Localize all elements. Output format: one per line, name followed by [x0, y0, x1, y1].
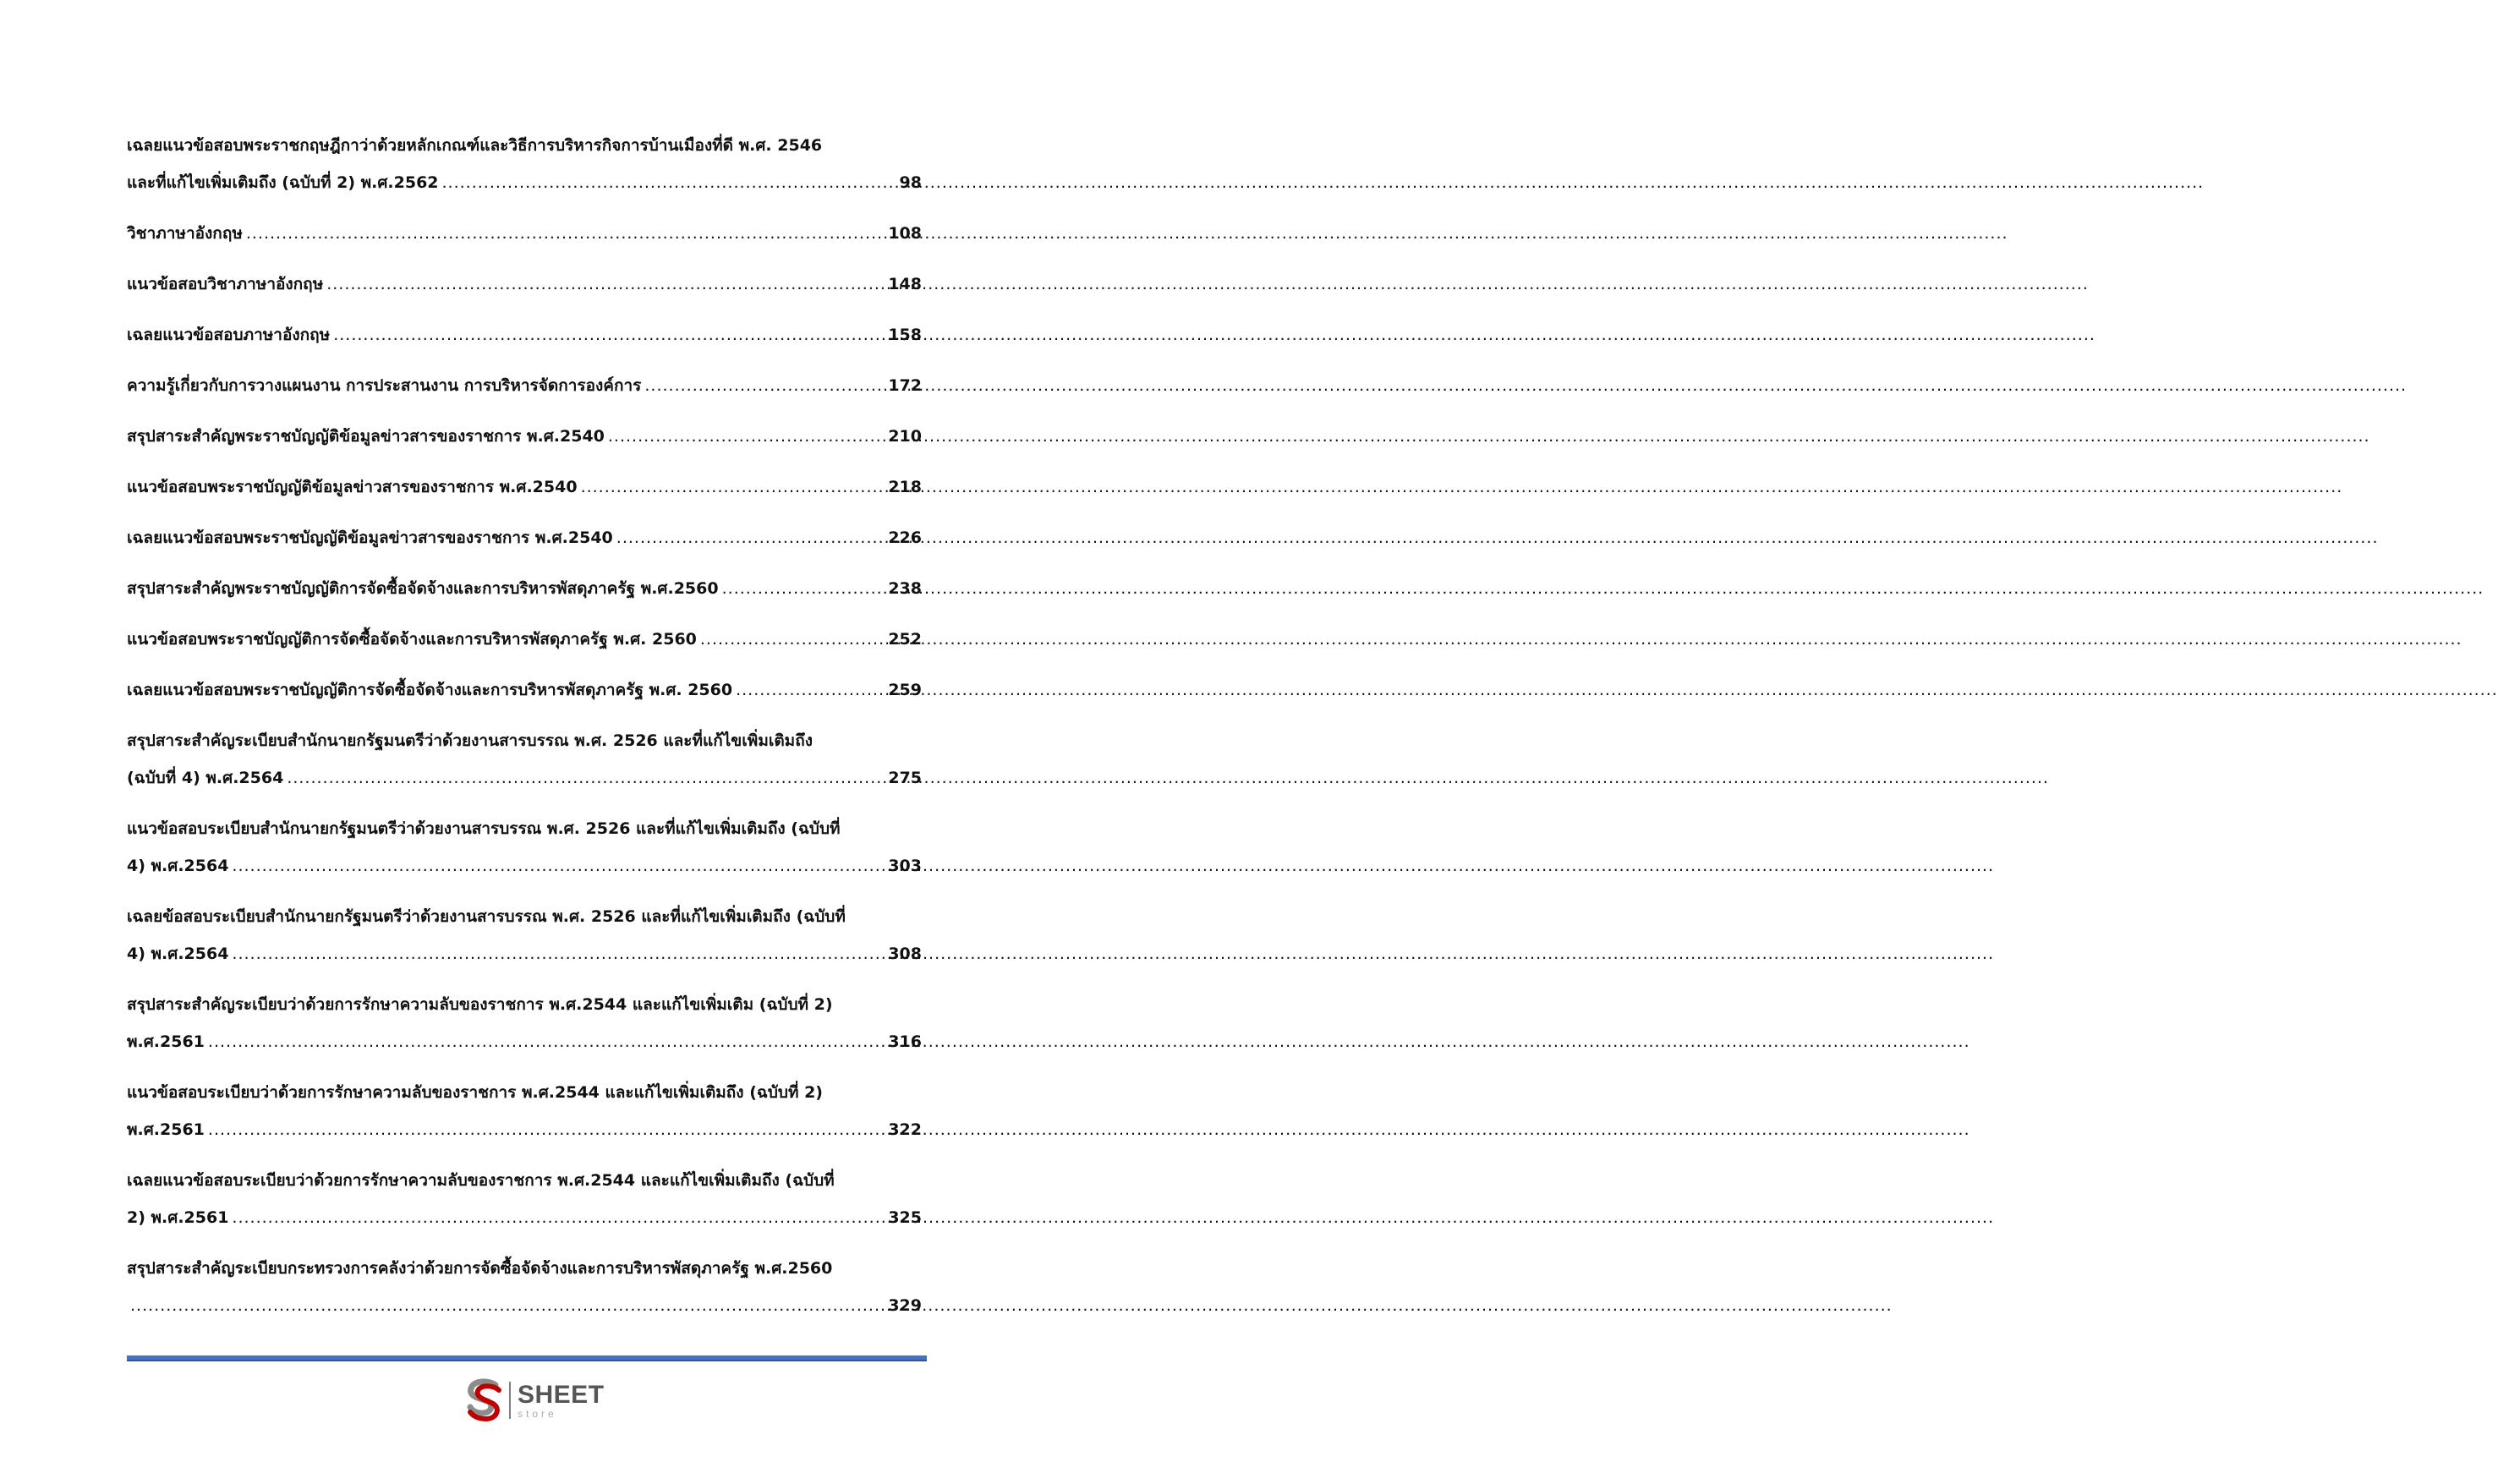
dot-leader	[578, 468, 889, 506]
toc-entry[interactable]	[127, 570, 922, 607]
toc-entry-title-line-1: เฉลยแนวข้อสอบระเบียบว่าด้วยการรักษาความลับของราชการ พ.ศ.2544 และแก้ไขเพิ่มเติมถึง (ฉบับที่	[127, 1171, 835, 1190]
toc-entry-title-line-1: แนวข้อสอบระเบียบว่าด้วยการรักษาความลับของราชการ พ.ศ.2544 และแก้ไขเพิ่มเติมถึง (ฉบับที่ 2)	[127, 1083, 823, 1102]
toc-entry[interactable]	[127, 367, 922, 404]
dot-leader	[127, 1287, 888, 1324]
dot-leader	[205, 1023, 888, 1060]
logo-subtext: store	[518, 1407, 557, 1420]
toc-entry-title-line-1: สรุปสาระสำคัญระเบียบว่าด้วยการรักษาความลับของราชการ พ.ศ.2544 และแก้ไขเพิ่มเติม (ฉบับที่ 2)	[127, 995, 833, 1014]
table-of-contents	[127, 127, 922, 1338]
toc-page-number: 98	[899, 173, 922, 192]
toc-entry-title-line-1: แนวข้อสอบระเบียบสำนักนายกรัฐมนตรีว่าด้วยงานสารบรรณ พ.ศ. 2526 และที่แก้ไขเพิ่มเติมถึง (ฉบับที่	[127, 819, 841, 838]
toc-page-number: 303	[888, 857, 922, 875]
toc-page-number: 238	[888, 579, 922, 598]
dot-leader	[605, 418, 888, 455]
toc-entry[interactable]	[127, 519, 922, 556]
toc-page-number: 329	[888, 1296, 922, 1315]
toc-entry-title: สรุปสาระสำคัญพระราชบัญญัติข้อมูลข่าวสารของราชการ พ.ศ.2540	[127, 427, 605, 446]
toc-page-number: 172	[888, 376, 922, 395]
toc-entry[interactable]	[127, 722, 922, 797]
dot-leader	[228, 847, 888, 884]
toc-entry[interactable]	[127, 1250, 922, 1324]
toc-entry[interactable]	[127, 810, 922, 884]
toc-entry-title-line-2: (ฉบับที่ 4) พ.ศ.2564	[127, 769, 284, 787]
toc-entry[interactable]	[127, 127, 922, 201]
toc-page-number: 158	[888, 326, 922, 344]
dot-leader	[330, 316, 888, 353]
logo-divider	[509, 1382, 511, 1419]
toc-entry-title-line-2: 4) พ.ศ.2564	[127, 945, 229, 963]
dot-leader	[641, 367, 888, 404]
toc-page-number: 226	[888, 528, 922, 547]
toc-page-number: 218	[888, 478, 922, 496]
toc-entry-title: แนวข้อสอบพระราชบัญญัติข้อมูลข่าวสารของราชการ พ.ศ.2540	[127, 478, 578, 496]
toc-page-number: 325	[888, 1208, 922, 1227]
dot-leader	[228, 935, 888, 972]
toc-page-number: 108	[888, 224, 922, 243]
toc-entry[interactable]	[127, 418, 922, 455]
toc-entry-title-line-1: เฉลยข้อสอบระเบียบสำนักนายกรัฐมนตรีว่าด้วยงานสารบรรณ พ.ศ. 2526 และที่แก้ไขเพิ่มเติมถึง (ฉบับที่	[127, 907, 846, 926]
dot-leader	[732, 671, 888, 709]
dot-leader	[283, 759, 888, 797]
toc-page-number: 322	[888, 1120, 922, 1139]
dot-leader	[205, 1111, 888, 1148]
logo-wordmark: SHEET	[518, 1380, 605, 1409]
toc-entry-title: วิชาภาษาอังกฤษ	[127, 224, 243, 243]
dot-leader	[439, 164, 900, 201]
toc-entry-title: เฉลยแนวข้อสอบภาษาอังกฤษ	[127, 326, 331, 344]
toc-entry-title: ความรู้เกี่ยวกับการวางแผนงาน การประสานงาน การบริหารจัดการองค์การ	[127, 376, 642, 395]
toc-entry-title: เฉลยแนวข้อสอบพระราชบัญญัติข้อมูลข่าวสารของราชการ พ.ศ.2540	[127, 528, 613, 547]
toc-entry-title-line-2: 2) พ.ศ.2561	[127, 1208, 229, 1227]
toc-entry-title-line-1: สรุปสาระสำคัญระเบียบสำนักนายกรัฐมนตรีว่าด้วยงานสารบรรณ พ.ศ. 2526 และที่แก้ไขเพิ่มเติมถึง	[127, 731, 813, 750]
toc-entry[interactable]	[127, 621, 922, 658]
toc-page-number: 252	[888, 630, 922, 649]
dot-leader	[228, 1199, 888, 1236]
toc-entry[interactable]	[127, 468, 922, 506]
footer-divider	[127, 1355, 927, 1361]
dot-leader	[243, 215, 888, 252]
dot-leader	[613, 519, 889, 556]
toc-entry[interactable]	[127, 898, 922, 972]
toc-entry-title-line-1: เฉลยแนวข้อสอบพระราชกฤษฎีกาว่าด้วยหลักเกณฑ์และวิธีการบริหารกิจการบ้านเมืองที่ดี พ.ศ. 2546	[127, 136, 823, 155]
toc-page-number: 275	[888, 769, 922, 787]
sheet-store-logo	[463, 1377, 605, 1424]
toc-entry-title: แนวข้อสอบพระราชบัญญัติการจัดซื้อจัดจ้างและการบริหารพัสดุภาครัฐ พ.ศ. 2560	[127, 630, 697, 649]
toc-page-number: 308	[888, 945, 922, 963]
sheet-store-logo-icon	[463, 1378, 504, 1422]
toc-entry[interactable]	[127, 316, 922, 353]
toc-page-number: 148	[888, 275, 922, 293]
toc-page-number: 316	[888, 1032, 922, 1051]
toc-entry-title: แนวข้อสอบวิชาภาษาอังกฤษ	[127, 275, 324, 293]
toc-entry[interactable]	[127, 1162, 922, 1236]
toc-entry-title-line-2: 4) พ.ศ.2564	[127, 857, 229, 875]
toc-entry-title: เฉลยแนวข้อสอบพระราชบัญญัติการจัดซื้อจัดจ้างและการบริหารพัสดุภาครัฐ พ.ศ. 2560	[127, 681, 733, 699]
toc-entry[interactable]	[127, 671, 922, 709]
toc-entry-title-line-2: และที่แก้ไขเพิ่มเติมถึง (ฉบับที่ 2) พ.ศ.2562	[127, 173, 439, 192]
dot-leader	[323, 266, 888, 303]
toc-page-number: 259	[888, 681, 922, 699]
toc-entry-title-line-1: สรุปสาระสำคัญระเบียบกระทรวงการคลังว่าด้วยการจัดซื้อจัดจ้างและการบริหารพัสดุภาครัฐ พ.ศ.2560	[127, 1259, 833, 1278]
toc-entry[interactable]	[127, 266, 922, 303]
toc-page-number: 210	[888, 427, 922, 446]
dot-leader	[719, 570, 889, 607]
dot-leader	[697, 621, 888, 658]
toc-entry[interactable]	[127, 1074, 922, 1148]
toc-entry-title: สรุปสาระสำคัญพระราชบัญญัติการจัดซื้อจัดจ้างและการบริหารพัสดุภาครัฐ พ.ศ.2560	[127, 579, 719, 598]
toc-entry-title-line-2: พ.ศ.2561	[127, 1120, 205, 1139]
toc-entry[interactable]	[127, 215, 922, 252]
toc-entry-title-line-2: พ.ศ.2561	[127, 1032, 205, 1051]
toc-entry[interactable]	[127, 986, 922, 1060]
